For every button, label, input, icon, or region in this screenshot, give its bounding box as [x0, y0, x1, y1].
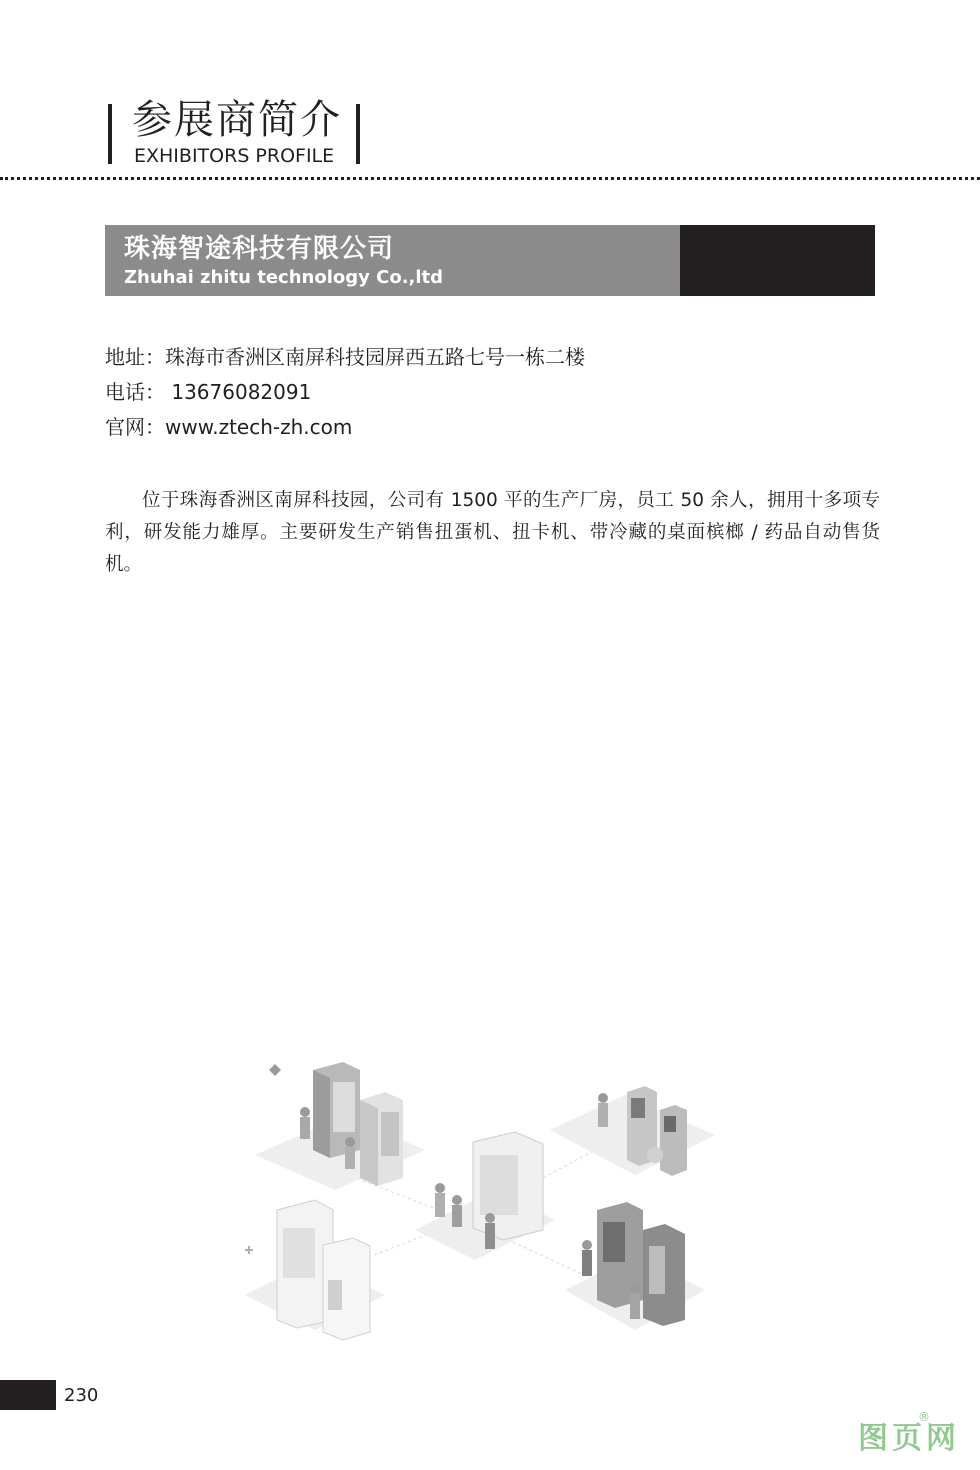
company-address: 地址：珠海市香洲区南屏科技园屏西五路七号一栋二楼: [105, 345, 585, 369]
page-number-block: [0, 1380, 56, 1410]
company-description: 位于珠海香洲区南屏科技园，公司有 1500 平的生产厂房，员工 50 余人，拥用十多项专利，研发能力雄厚。主要研发生产销售扭蛋机、扭卡机、带冷藏的桌面槟榔 / 药品自动售货机。: [105, 490, 880, 575]
watermark-registered-mark: ®: [918, 1410, 930, 1424]
header-right-bar: [356, 104, 360, 164]
company-website: 官网：www.ztech-zh.com: [105, 415, 353, 439]
company-name-cn: 珠海智途科技有限公司: [124, 234, 395, 264]
watermark-text: 图页网: [858, 1421, 960, 1456]
header-left-bar: [108, 104, 112, 164]
company-phone: 电话： 13676082091: [105, 380, 312, 404]
vending-machines-illustration: [235, 1050, 735, 1360]
header-title-cn: 参展商简介: [132, 97, 342, 143]
company-name-en: Zhuhai zhitu technology Co.,ltd: [124, 267, 444, 288]
header-title-en: EXHIBITORS PROFILE: [134, 145, 335, 167]
dotted-divider: [0, 177, 980, 180]
page-number: 230: [64, 1385, 99, 1406]
company-banner-dark-block: [680, 225, 875, 296]
